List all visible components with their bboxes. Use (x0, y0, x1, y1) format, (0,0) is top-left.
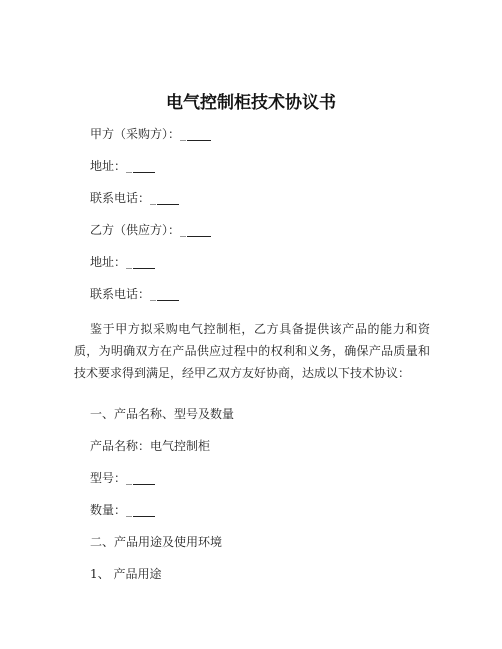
party-b-label: 乙方（供应方）： (90, 223, 181, 237)
model-blank (133, 483, 155, 485)
party-a-phone-blank (157, 203, 179, 205)
party-a-line (90, 126, 211, 142)
blank-prefix: _ (150, 287, 157, 301)
party-b-address-line (90, 254, 155, 270)
product-name-line: 产品名称：电气控制柜 (90, 439, 211, 453)
party-a-phone-label: 联系电话： (90, 191, 151, 205)
party-b-phone-blank (157, 299, 179, 301)
blank-prefix: _ (180, 127, 187, 141)
party-a-phone-line (90, 190, 179, 206)
section2-item1: 1、 产品用途 (90, 567, 162, 581)
blank-prefix: _ (180, 223, 187, 237)
blank-prefix: _ (126, 255, 133, 269)
party-b-address-label: 地址： (90, 255, 127, 269)
blank-prefix: _ (150, 191, 157, 205)
party-a-address-blank (133, 171, 155, 173)
quantity-line (90, 502, 155, 518)
section2-heading: 二、产品用途及使用环境 (90, 535, 223, 549)
section1-heading: 一、产品名称、型号及数量 (90, 407, 235, 421)
party-b-phone-line (90, 286, 179, 302)
party-b-phone-label: 联系电话： (90, 287, 151, 301)
model-label: 型号： (90, 471, 127, 485)
party-a-label: 甲方（采购方）： (90, 127, 181, 141)
quantity-blank (133, 515, 155, 517)
model-line (90, 470, 155, 486)
quantity-label: 数量： (90, 503, 127, 517)
party-b-blank (187, 235, 211, 237)
party-a-address-label: 地址： (90, 159, 127, 173)
blank-prefix: _ (126, 503, 133, 517)
document-title: 电气控制柜技术协议书 (166, 93, 336, 113)
party-b-line (90, 222, 211, 238)
blank-prefix: _ (126, 471, 133, 485)
party-a-blank (187, 139, 211, 141)
party-a-address-line (90, 158, 155, 174)
party-b-address-blank (133, 267, 155, 269)
intro-paragraph: 鉴于甲方拟采购电气控制柜，乙方具备提供该产品的能力和资质，为明确双方在产品供应过程中的权利和义务，确保产品质量和技术要求得到满足，经甲乙双方友好协商，达成以下技术协议： (74, 322, 430, 380)
blank-prefix: _ (126, 159, 133, 173)
